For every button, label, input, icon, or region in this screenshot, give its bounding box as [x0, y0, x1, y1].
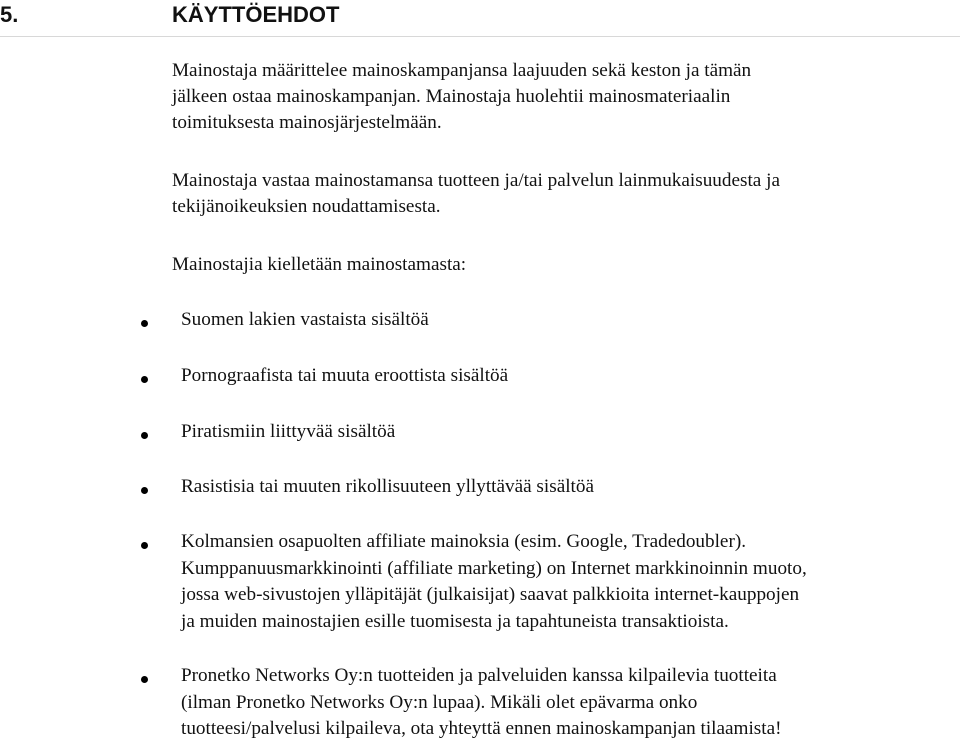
bullet-icon [141, 376, 148, 383]
bullet-icon [141, 676, 148, 683]
list-item [181, 474, 959, 501]
section-heading [0, 0, 960, 38]
section-number: 5. [0, 2, 19, 27]
paragraph-campaign-scope [172, 58, 957, 136]
list-item [181, 663, 959, 743]
bullet-icon [141, 542, 148, 549]
paragraph-prohibited-intro [172, 252, 957, 278]
list-item [181, 529, 959, 635]
list-item-line: Pronetko Networks Oy:n tuotteiden ja palveluiden kanssa kilpailevia tuotteita [181, 665, 777, 686]
paragraph-line: toimituksesta mainosjärjestelmään. [172, 112, 442, 133]
list-item-line: (ilman Pronetko Networks Oy:n lupaa). Mikäli olet epävarma onko [181, 691, 698, 713]
paragraph-line: tekijänoikeuksien noudattamisesta. [172, 196, 441, 217]
bullet-icon [141, 320, 148, 327]
list-item-line: ja muiden mainostajien esille tuomisesta ja tapahtuneista transaktioista. [181, 610, 729, 632]
list-item [181, 307, 959, 334]
section-title: KÄYTTÖEHDOT [172, 2, 340, 27]
list-item-line: Kumppanuusmarkkinointi (affiliate marketing) on Internet markkinoinnin muoto, [181, 557, 807, 579]
paragraph-line: jälkeen ostaa mainoskampanjan. Mainostaja huolehtii mainosmateriaalin [172, 86, 731, 107]
bullet-icon [141, 432, 148, 439]
list-item-line: jossa web-sivustojen ylläpitäjät (julkaisijat) saavat palkkioita internet-kauppojen [181, 584, 800, 605]
list-item [181, 363, 959, 390]
bullet-icon [141, 487, 148, 494]
list-item-line: Pornograafista tai muuta eroottista sisältöä [181, 365, 509, 386]
list-item-line: tuotteesi/palvelusi kilpaileva, ota yhteyttä ennen mainoskampanjan tilaamista! [181, 718, 782, 739]
heading-divider [0, 36, 960, 37]
list-item-line: Rasistisia tai muuten rikollisuuteen yllyttävää sisältöä [181, 476, 594, 497]
list-item-line: Kolmansien osapuolten affiliate mainoksia (esim. Google, Tradedoubler). [181, 531, 747, 552]
paragraph-line: Mainostajia kielletään mainostamasta: [172, 254, 467, 275]
list-item-line: Suomen lakien vastaista sisältöä [181, 309, 429, 330]
paragraph-legal-responsibility [172, 168, 957, 220]
list-item-line: Piratismiin liittyvää sisältöä [181, 421, 396, 442]
list-item [181, 419, 959, 446]
paragraph-line: Mainostaja määrittelee mainoskampanjansa laajuuden sekä keston ja tämän [172, 60, 752, 81]
paragraph-line: Mainostaja vastaa mainostamansa tuotteen ja/tai palvelun lainmukaisuudesta ja [172, 170, 780, 191]
